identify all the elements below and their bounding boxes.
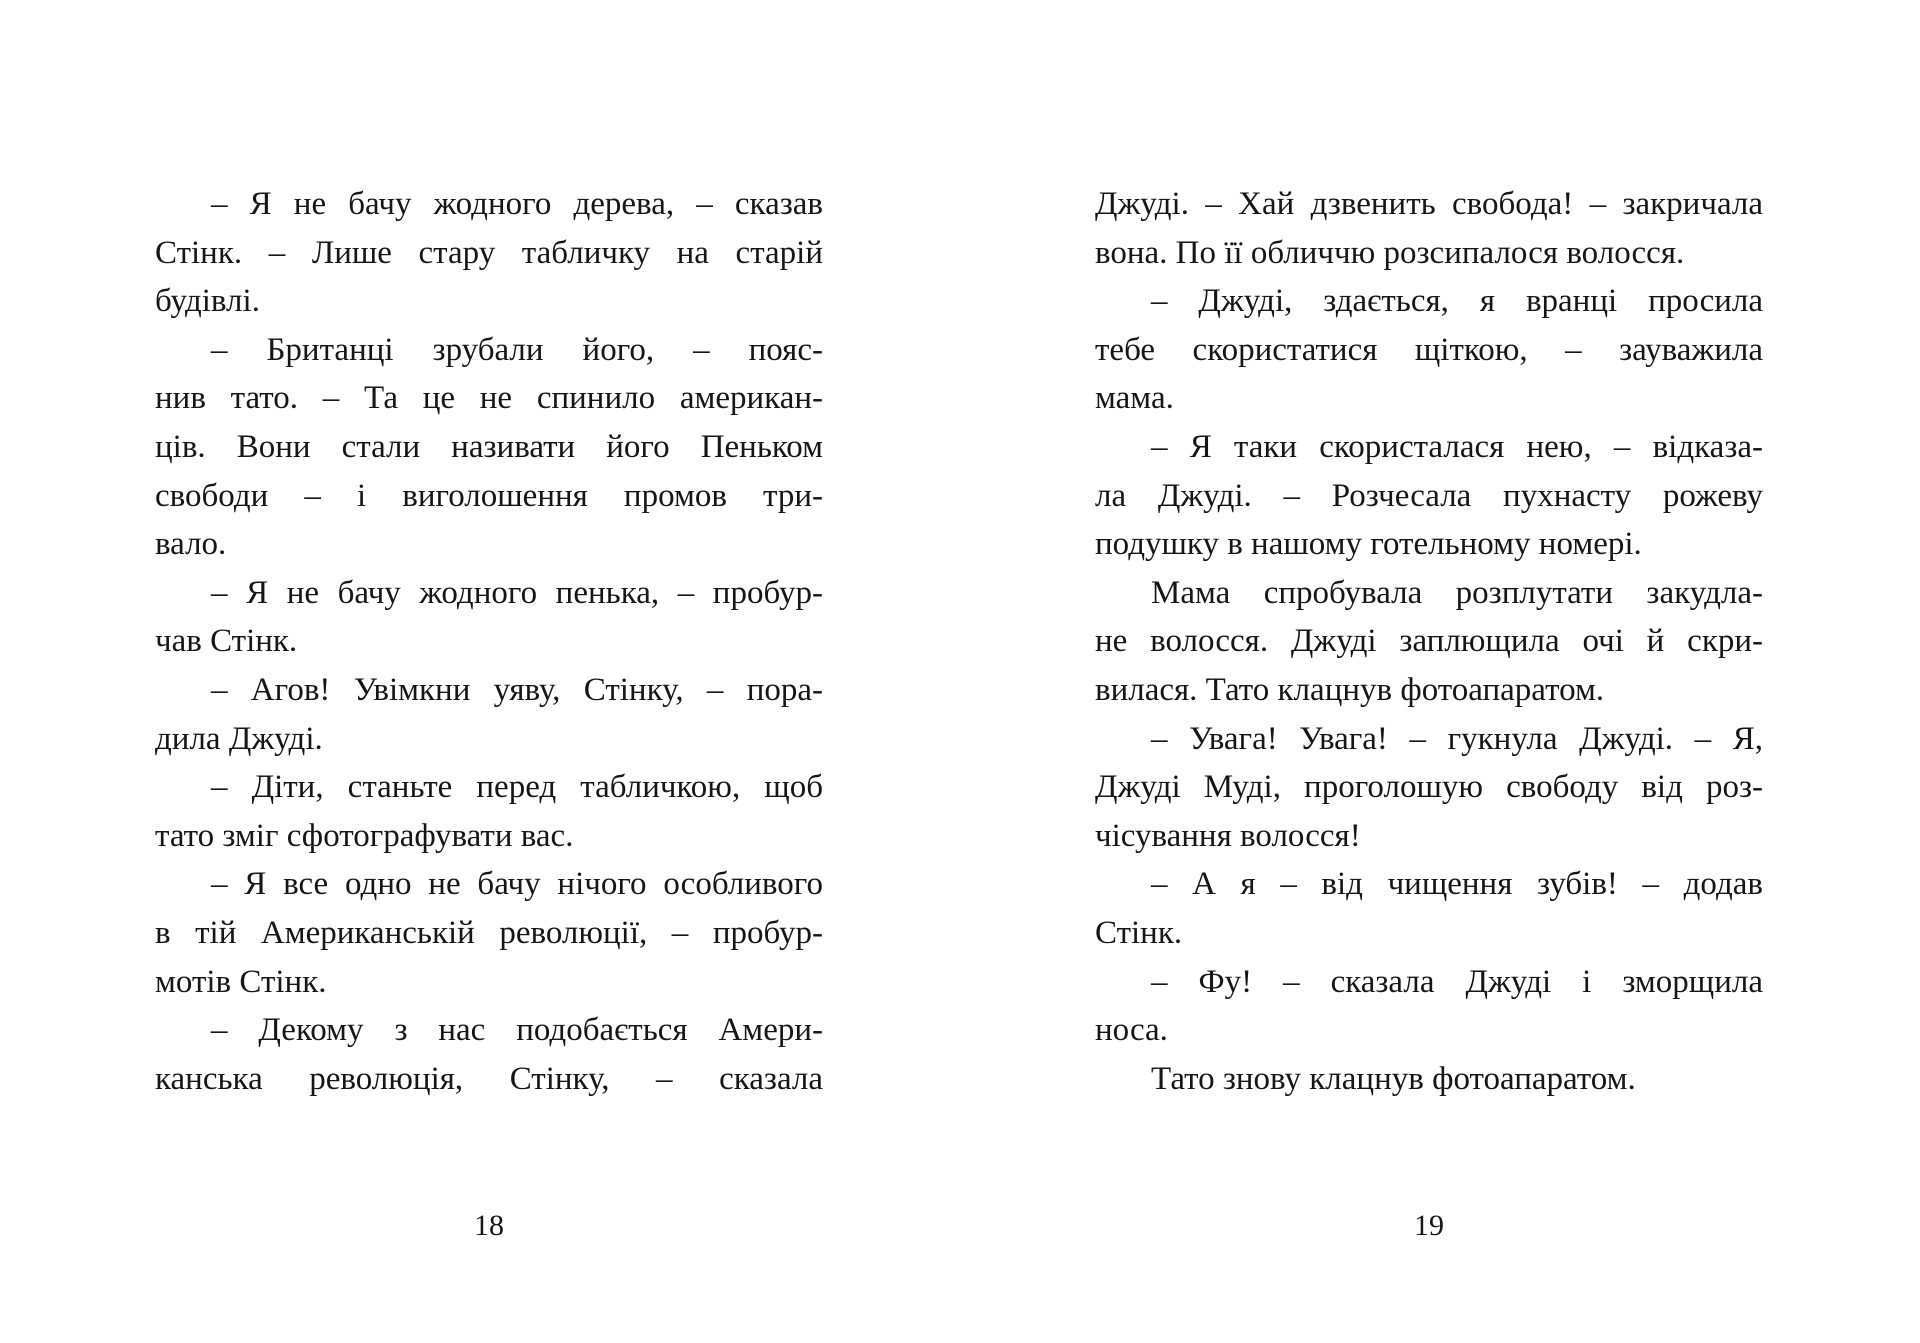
text-line: тебе скористатися щіткою, – зауважила: [1095, 331, 1763, 368]
left-page-text: [155, 180, 823, 1103]
text-line: – Декому з нас подобається Амери-: [211, 1012, 823, 1049]
text-line: чав Стінк.: [155, 623, 298, 660]
text-line: Стінк.: [1095, 914, 1183, 951]
text-line: Стінк. – Лише стару табличку на старій: [155, 234, 823, 271]
text-line: – Фу! – сказала Джуді і зморщила: [1151, 963, 1763, 1000]
text-line: будівлі.: [155, 283, 260, 320]
text-line: – Я все одно не бачу нічого особливого: [211, 866, 823, 903]
text-line: дила Джуді.: [155, 720, 323, 757]
text-line: – Агов! Увімкни уяву, Стінку, – пора-: [211, 671, 823, 708]
text-line: Джуді. – Хай дзвенить свобода! – закричала: [1095, 186, 1763, 222]
text-line: канська революція, Стінку, – сказала: [155, 1060, 823, 1097]
text-line: – Я таки скористалася нею, – відказа-: [1151, 428, 1763, 465]
text-line: тато зміг сфотографувати вас.: [155, 817, 574, 854]
text-line: – Діти, станьте перед табличкою, щоб: [211, 769, 823, 806]
text-line: – Я не бачу жодного пенька, – пробур-: [211, 574, 823, 611]
text-line: – Увага! Увага! – гукнула Джуді. – Я,: [1151, 720, 1763, 757]
text-line: – Я не бачу жодного дерева, – сказав: [211, 186, 823, 222]
right-page-text: [1095, 180, 1763, 1103]
text-line: вало.: [155, 526, 227, 563]
text-line: мама.: [1095, 380, 1174, 417]
text-line: мотів Стінк.: [155, 963, 327, 1000]
text-line: – Британці зрубали його, – пояс-: [211, 331, 823, 368]
text-line: ців. Вони стали називати його Пеньком: [155, 428, 823, 465]
text-line: не волосся. Джуді заплющила очі й скри-: [1095, 623, 1763, 660]
text-line: Джуді Муді, проголошую свободу від роз-: [1095, 769, 1763, 806]
page-number: 19: [1414, 1209, 1444, 1242]
text-line: Мама спробувала розплутати закудла-: [1151, 574, 1763, 611]
text-line: чісування волосся!: [1095, 817, 1361, 854]
text-line: Тато знову клацнув фотоапаратом.: [1151, 1060, 1636, 1097]
text-line: в тій Американській революції, – пробур-: [155, 914, 823, 951]
text-line: подушку в нашому готельному номері.: [1095, 526, 1642, 563]
text-line: свободи – і виголошення промов три-: [155, 477, 823, 514]
text-line: – Джуді, здається, я вранці просила: [1151, 283, 1763, 320]
text-line: ла Джуді. – Розчесала пухнасту рожеву: [1095, 477, 1763, 514]
right-page: [960, 0, 1920, 1343]
text-line: вона. По її обличчю розсипалося волосся.: [1095, 234, 1685, 271]
text-line: – А я – від чищення зубів! – додав: [1151, 866, 1763, 903]
page-number: 18: [474, 1209, 504, 1242]
text-line: нив тато. – Та це не спинило американ-: [155, 380, 823, 417]
text-line: носа.: [1095, 1012, 1168, 1049]
text-line: вилася. Тато клацнув фотоапаратом.: [1095, 671, 1605, 708]
